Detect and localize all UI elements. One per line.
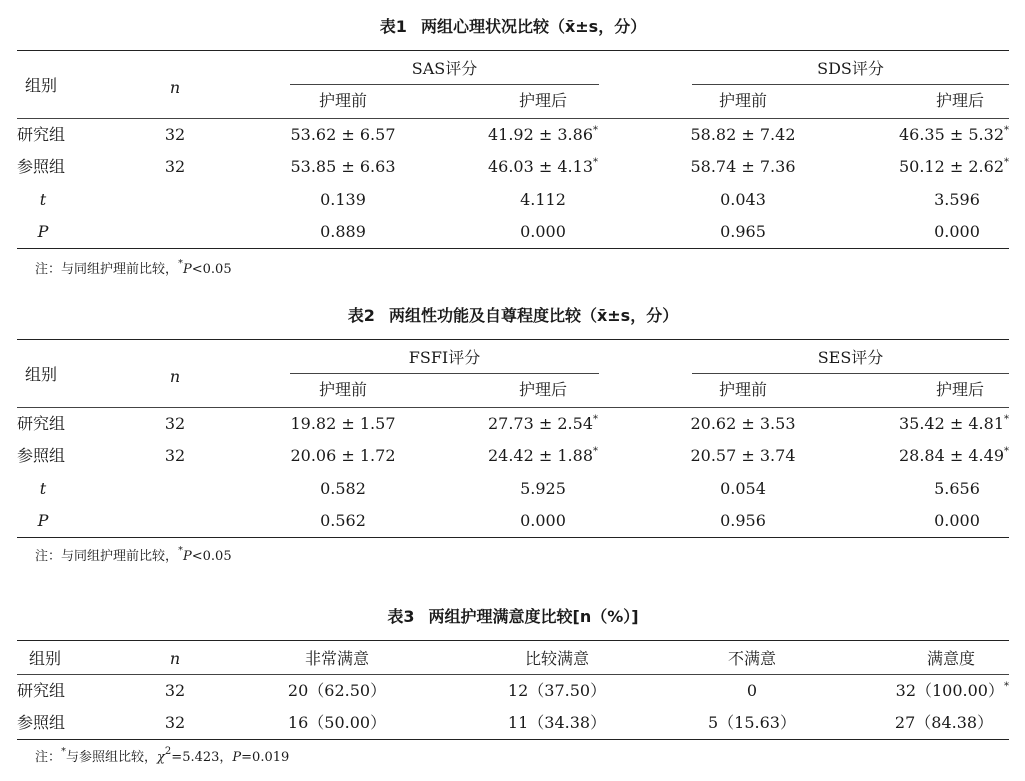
table2-row2-n: 32: [164, 446, 186, 465]
table2-row1-a-after-value: 27.73 ± 2.54: [487, 414, 593, 433]
table1-header-b-after: 护理后: [935, 91, 984, 110]
table1-row1-b-after: [899, 124, 1009, 146]
table2-note-mark: *: [178, 545, 184, 556]
table2-caption-text: 两组性功能及自尊程度比较（x̄±s，分）: [388, 306, 679, 325]
table2-row1-a-after-mark: *: [593, 414, 598, 425]
table3-row1-group: 研究组: [17, 681, 66, 700]
table2-row3-b-before: 0.054: [720, 479, 766, 498]
table2-row2-b-after-mark: *: [1004, 446, 1009, 457]
table1-row1-a-after-mark: *: [593, 125, 598, 136]
table3-note-p: P: [232, 750, 242, 765]
table1-row3-a-after: 4.112: [520, 190, 566, 209]
table3-note-chi-val: =5.423，: [171, 750, 233, 765]
table2-row3-a-before: 0.582: [320, 479, 366, 498]
table3-note-mark: *: [61, 746, 67, 757]
table1-note-mark: *: [178, 258, 184, 269]
table1-header-rule: [17, 118, 1009, 119]
table3-header-not: 不满意: [727, 649, 776, 668]
table3-header-rule: [17, 674, 1009, 675]
table3-row1-n: 32: [164, 681, 186, 700]
table3-caption-number: 表3: [387, 607, 415, 626]
table2-header-score-b: SES评分: [817, 348, 884, 367]
table3-row2-rate: [869, 712, 1019, 734]
table2-row1-b-after-mark: *: [1004, 414, 1009, 425]
table3: [17, 640, 1009, 742]
table2-note-value: <0.05: [191, 549, 232, 564]
table1-row4-a-after: 0.000: [520, 222, 566, 241]
table1-row2-b-after-value: 50.12 ± 2.62: [898, 157, 1004, 176]
table1-row3-group: t: [39, 190, 47, 209]
table3-row1-rate: [896, 680, 1009, 702]
table2-row3-a-after: 5.925: [520, 479, 566, 498]
table2-note: [35, 545, 232, 566]
table1-row1-b-after-value: 46.35 ± 5.32: [898, 125, 1004, 144]
table3-note-p-val: =0.019: [241, 750, 290, 765]
table2-row1-group: 研究组: [17, 414, 66, 433]
table2-top-rule: [17, 339, 1009, 340]
table1-row1-a-after: [463, 124, 623, 146]
table2-block: [17, 305, 1009, 327]
table1-note-value: <0.05: [191, 262, 232, 277]
table2-note-p: P: [183, 549, 192, 564]
table2-row2-b-after: [899, 445, 1009, 467]
table3-row1-rate-value: 32（100.00）: [895, 681, 1004, 700]
table1-caption: [17, 16, 1009, 38]
table1-header-a-after: 护理后: [518, 91, 567, 110]
table3-row2-rate-value: 27（84.38）: [894, 713, 994, 732]
table1-row2-group: 参照组: [17, 157, 66, 176]
table1-row2-b-before: 58.74 ± 7.36: [690, 157, 796, 176]
table3-caption: [17, 606, 1009, 628]
table3-row2-fair: 11（34.38）: [507, 713, 607, 732]
table3-row1-fair: 12（37.50）: [507, 681, 607, 700]
table1-note-p: P: [183, 262, 192, 277]
table2-header-n: n: [169, 367, 181, 386]
table2-row1-b-after: [899, 413, 1009, 435]
table1-caption-text: 两组心理状况比较（x̄±s，分）: [420, 17, 647, 36]
table2-row2-a-before: 20.06 ± 1.72: [290, 446, 396, 465]
table1-row3-a-before: 0.139: [320, 190, 366, 209]
table1-row2-b-after: [899, 156, 1009, 178]
table2-bottom-rule: [17, 537, 1009, 538]
table1-row4-group: P: [37, 222, 49, 241]
table3-note-chi: χ: [157, 750, 165, 765]
table1-span-rule-a: [290, 84, 599, 85]
table1-row4-b-before: 0.965: [720, 222, 766, 241]
table1: [17, 50, 1009, 250]
table1-row3-b-before: 0.043: [720, 190, 766, 209]
table1-row1-a-after-value: 41.92 ± 3.86: [487, 125, 593, 144]
table1-row1-n: 32: [164, 125, 186, 144]
table1-note-prefix: 注：与同组护理前比较，: [35, 262, 179, 277]
table2-row1-n: 32: [164, 414, 186, 433]
table1-top-rule: [17, 50, 1009, 51]
table1-row1-b-after-mark: *: [1004, 125, 1009, 136]
table2-row2-b-before: 20.57 ± 3.74: [690, 446, 796, 465]
table2-row4-b-after: 0.000: [934, 511, 980, 530]
table1-header-b-before: 护理前: [718, 91, 767, 110]
table3-row1-rate-mark: *: [1004, 681, 1009, 692]
table3-block: [17, 606, 1009, 628]
table1-block: [17, 16, 1009, 38]
table3-header-fair: 比较满意: [524, 649, 589, 668]
table3-row1-not: 0: [746, 681, 758, 700]
table1-row2-n: 32: [164, 157, 186, 176]
table1-row2-a-after-mark: *: [593, 157, 598, 168]
table3-note-prefix: 注：: [35, 750, 62, 765]
table2-row1-a-before: 19.82 ± 1.57: [290, 414, 396, 433]
table3-row2-group: 参照组: [17, 713, 66, 732]
table2-row4-a-before: 0.562: [320, 511, 366, 530]
table2-row2-group: 参照组: [17, 446, 66, 465]
table2-header-score-a: FSFI评分: [408, 348, 481, 367]
table2: [17, 339, 1009, 539]
table2-note-prefix: 注：与同组护理前比较，: [35, 549, 179, 564]
table1-header-group: 组别: [25, 76, 58, 95]
table2-row4-a-after: 0.000: [520, 511, 566, 530]
table1-row1-b-before: 58.82 ± 7.42: [690, 125, 796, 144]
table2-row3-group: t: [39, 479, 47, 498]
table3-row1-very: 20（62.50）: [287, 681, 387, 700]
table2-header-a-before: 护理前: [318, 380, 367, 399]
table3-row2-n: 32: [164, 713, 186, 732]
table2-row1-b-after-value: 35.42 ± 4.81: [898, 414, 1004, 433]
table3-note-chi-sup: 2: [164, 746, 172, 757]
table3-header-n: n: [169, 649, 181, 668]
table3-row2-not: 5（15.63）: [708, 713, 796, 732]
table2-header-b-before: 护理前: [718, 380, 767, 399]
table1-row2-b-after-mark: *: [1004, 157, 1009, 168]
table1-span-rule-b: [692, 84, 1009, 85]
table3-note: [35, 746, 290, 767]
table1-bottom-rule: [17, 248, 1009, 249]
table3-note-text: 与参照组比较，: [66, 750, 158, 765]
table3-top-rule: [17, 640, 1009, 641]
table2-row1-b-before: 20.62 ± 3.53: [690, 414, 796, 433]
table1-row4-a-before: 0.889: [320, 222, 366, 241]
table2-span-rule-b: [692, 373, 1009, 374]
table1-row3-b-after: 3.596: [934, 190, 980, 209]
table1-row1-a-before: 53.62 ± 6.57: [290, 125, 396, 144]
table2-row2-a-after-mark: *: [593, 446, 598, 457]
table2-caption: [17, 305, 1009, 327]
table1-row2-a-after: [463, 156, 623, 178]
table2-row3-b-after: 5.656: [934, 479, 980, 498]
table1-note: [35, 258, 232, 279]
table3-caption-text: 两组护理满意度比较[n（%）]: [428, 607, 639, 626]
table2-row4-group: P: [37, 511, 49, 530]
table2-row2-a-after-value: 24.42 ± 1.88: [487, 446, 593, 465]
table2-span-rule-a: [290, 373, 599, 374]
table3-header-group: 组别: [29, 649, 62, 668]
table2-header-a-after: 护理后: [518, 380, 567, 399]
table1-header-score-b: SDS评分: [817, 59, 884, 78]
table1-row1-group: 研究组: [17, 125, 66, 144]
table1-caption-number: 表1: [379, 17, 407, 36]
table3-header-very: 非常满意: [304, 649, 369, 668]
table1-row4-b-after: 0.000: [934, 222, 980, 241]
table1-header-a-before: 护理前: [318, 91, 367, 110]
table2-row2-b-after-value: 28.84 ± 4.49: [898, 446, 1004, 465]
table2-header-group: 组别: [25, 365, 58, 384]
table3-row2-very: 16（50.00）: [287, 713, 387, 732]
table2-header-rule: [17, 407, 1009, 408]
table1-row2-a-before: 53.85 ± 6.63: [290, 157, 396, 176]
table1-row2-a-after-value: 46.03 ± 4.13: [487, 157, 593, 176]
table1-header-score-a: SAS评分: [411, 59, 478, 78]
table2-caption-number: 表2: [347, 306, 375, 325]
table1-header-n: n: [169, 78, 181, 97]
table2-header-b-after: 护理后: [935, 380, 984, 399]
table3-bottom-rule: [17, 739, 1009, 740]
table2-row1-a-after: [463, 413, 623, 435]
table3-header-rate: 满意度: [926, 649, 975, 668]
table2-row4-b-before: 0.956: [720, 511, 766, 530]
table2-row2-a-after: [463, 445, 623, 467]
